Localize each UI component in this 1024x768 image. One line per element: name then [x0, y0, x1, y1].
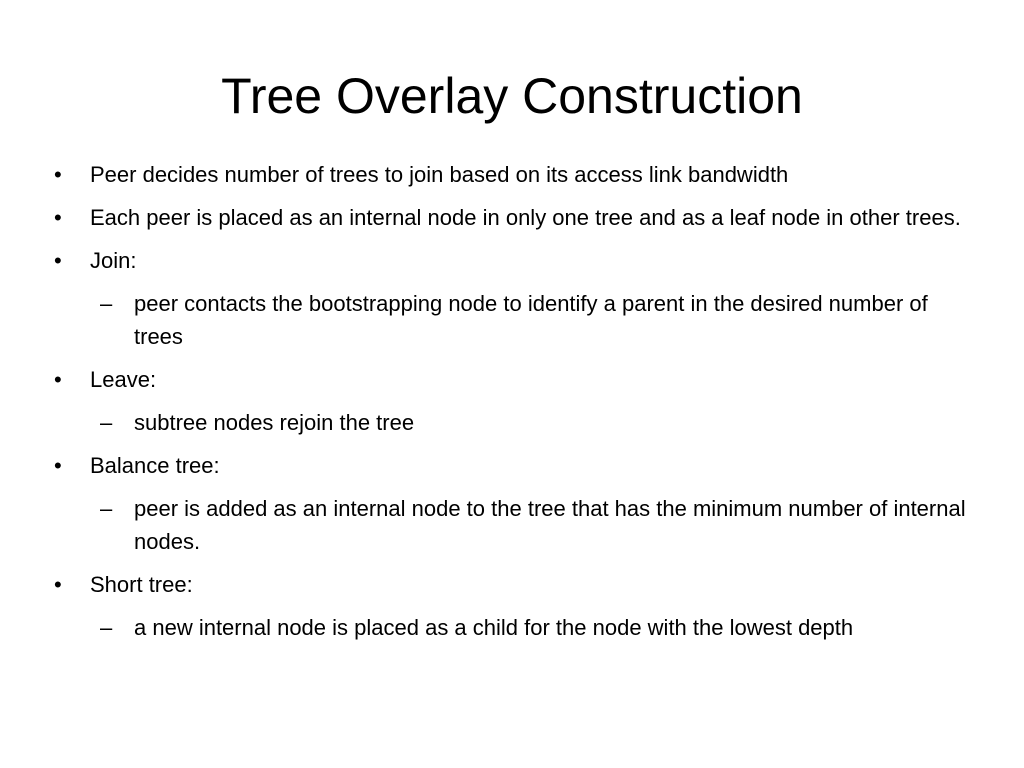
bullet-marker: •	[54, 453, 62, 478]
sub-bullet-item	[52, 287, 982, 353]
sub-bullet-item	[52, 406, 982, 439]
dash-marker: –	[100, 496, 113, 521]
bullet-item	[52, 158, 982, 191]
bullet-marker: •	[54, 248, 62, 273]
bullet-marker: •	[54, 162, 62, 187]
bullet-text: Each peer is placed as an internal node in only one tree and as a leaf node in other trees.	[90, 205, 961, 230]
sub-bullet-item	[52, 611, 982, 644]
sub-bullet-text: a new internal node is placed as a child for the node with the lowest depth	[134, 615, 854, 640]
bullet-item	[52, 363, 982, 396]
bullet-text: Peer decides number of trees to join based on its access link bandwidth	[90, 162, 789, 187]
bullet-marker: •	[54, 367, 62, 392]
slide-title: Tree Overlay Construction	[221, 68, 803, 124]
bullet-text: Balance tree:	[90, 453, 220, 478]
sub-bullet-item	[52, 492, 982, 558]
bullet-text: Leave:	[90, 367, 157, 392]
sub-bullet-text: peer is added as an internal node to the tree that has the minimum number of internal nodes.	[134, 496, 966, 554]
bullet-item	[52, 449, 982, 482]
bullet-item	[52, 201, 982, 234]
sub-bullet-text: peer contacts the bootstrapping node to identify a parent in the desired number of trees	[134, 291, 928, 349]
bullet-text: Short tree:	[90, 572, 193, 597]
dash-marker: –	[100, 291, 113, 316]
bullet-item	[52, 244, 982, 277]
bullet-item	[52, 568, 982, 601]
bullet-text: Join:	[90, 248, 137, 273]
bullet-marker: •	[54, 205, 62, 230]
sub-bullet-text: subtree nodes rejoin the tree	[134, 410, 415, 435]
bullet-list	[52, 158, 982, 644]
dash-marker: –	[100, 410, 113, 435]
dash-marker: –	[100, 615, 113, 640]
bullet-marker: •	[54, 572, 62, 597]
